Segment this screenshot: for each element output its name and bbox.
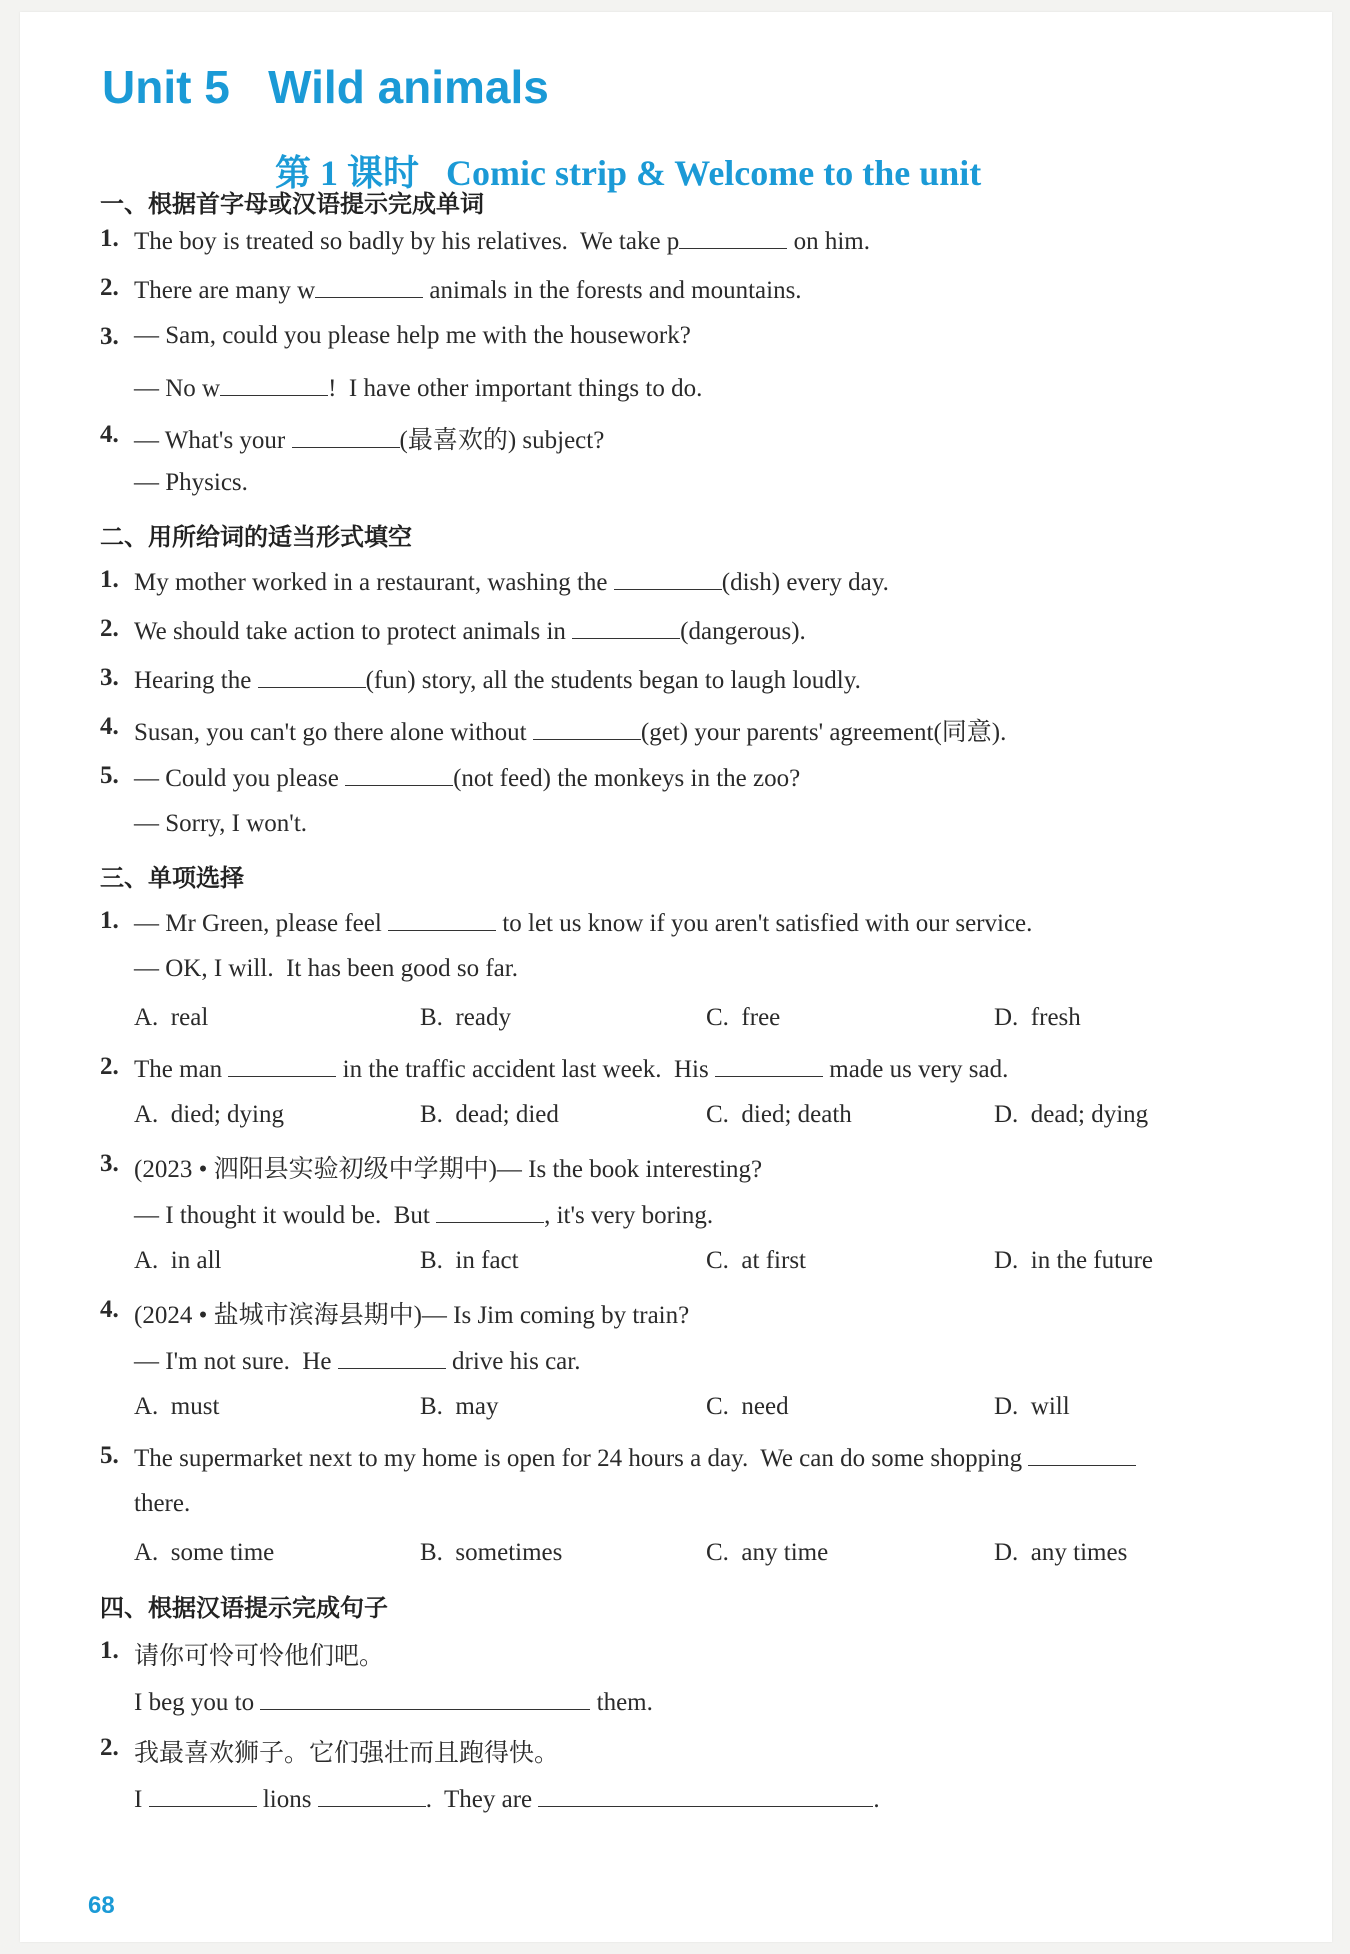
- question-text: [134, 371, 702, 403]
- option-d[interactable]: D. in the future: [994, 1247, 1153, 1274]
- text-segment: — Mr Green, please feel: [134, 910, 389, 937]
- option-c[interactable]: C. need: [706, 1393, 789, 1420]
- answer-blank[interactable]: [679, 224, 787, 249]
- text-segment: The boy is treated so badly by his relatives. We take p: [134, 228, 680, 255]
- option-c[interactable]: C. free: [706, 1004, 781, 1031]
- answer-blank[interactable]: [533, 715, 641, 740]
- text-segment: The man: [134, 1056, 229, 1083]
- text-segment: drive his car.: [445, 1348, 581, 1375]
- question-text: [134, 761, 800, 793]
- question-text: [134, 1052, 1008, 1084]
- option-b[interactable]: B. may: [420, 1393, 499, 1420]
- option-a[interactable]: A. in all: [134, 1247, 222, 1274]
- question-text: (2024 • 盐城市滨海县期中)— Is Jim coming by train?: [134, 1302, 690, 1329]
- option-b[interactable]: B. in fact: [420, 1247, 519, 1274]
- option-c[interactable]: C. died; death: [706, 1101, 852, 1128]
- text-segment: to let us know if you aren't satisfied with our service.: [496, 910, 1033, 937]
- chinese-prompt: 请你可怜可怜他们吧。: [134, 1641, 385, 1670]
- answer-blank[interactable]: [345, 761, 453, 786]
- text-segment: Susan, you can't go there alone without: [134, 719, 533, 746]
- question-text: [134, 663, 861, 695]
- question-text: [134, 224, 870, 256]
- question-text: [134, 1198, 713, 1230]
- option-a[interactable]: A. died; dying: [134, 1101, 284, 1128]
- section-3-heading: 三、单项选择: [100, 864, 244, 892]
- question-number: 5.: [100, 762, 119, 789]
- text-segment: — No w: [134, 375, 221, 402]
- text-segment: on him.: [787, 228, 870, 255]
- chinese-prompt: 我最喜欢狮子。它们强壮而且跑得快。: [134, 1738, 560, 1767]
- text-segment: . They are: [425, 1786, 539, 1813]
- question-number: 2.: [100, 615, 119, 642]
- question-number: 4.: [100, 421, 119, 448]
- text-segment: — I thought it would be. But: [134, 1202, 437, 1229]
- answer-blank[interactable]: [715, 1052, 823, 1077]
- answer-blank[interactable]: [315, 273, 423, 298]
- question-text: [134, 712, 1006, 748]
- text-segment: — Could you please: [134, 765, 346, 792]
- answer-line: — Sorry, I won't.: [134, 810, 308, 837]
- question-text: [134, 565, 889, 597]
- text-segment: The supermarket next to my home is open for 24 hours a day. We can do some shopping: [134, 1445, 1029, 1472]
- question-text: — Sam, could you please help me with the housework?: [134, 322, 691, 349]
- question-text: [134, 1685, 653, 1717]
- text-segment: them.: [590, 1689, 653, 1716]
- question-text: [134, 1441, 1136, 1473]
- question-number: 2.: [100, 1053, 119, 1080]
- question-number: 3.: [100, 664, 119, 691]
- text-segment: I beg you to: [134, 1689, 261, 1716]
- option-d[interactable]: D. dead; dying: [994, 1101, 1149, 1128]
- question-number: 1.: [100, 225, 119, 252]
- option-d[interactable]: D. any times: [994, 1539, 1128, 1566]
- text-segment: animals in the forests and mountains.: [423, 277, 802, 304]
- text-segment: — I'm not sure. He: [134, 1348, 338, 1375]
- answer-blank[interactable]: [614, 565, 722, 590]
- question-text: [134, 420, 604, 456]
- option-a[interactable]: A. must: [134, 1393, 220, 1420]
- text-segment: , it's very boring.: [544, 1202, 714, 1229]
- answer-blank[interactable]: [538, 1782, 873, 1807]
- question-number: 1.: [100, 907, 119, 934]
- question-number: 4.: [100, 713, 119, 740]
- text-segment: (not feed) the monkeys in the zoo?: [453, 765, 801, 792]
- text-segment: (dangerous).: [680, 618, 806, 645]
- unit-title: Unit 5 Wild animals: [102, 61, 549, 113]
- text-segment: (get) your parents' agreement(同意).: [640, 719, 1007, 746]
- answer-blank[interactable]: [1028, 1441, 1136, 1466]
- question-text: there.: [134, 1490, 191, 1517]
- question-number: 3.: [100, 1150, 119, 1177]
- page-number: 68: [88, 1892, 115, 1919]
- text-segment: — What's your: [134, 427, 292, 454]
- section-1-heading: 一、根据首字母或汉语提示完成单词: [100, 190, 484, 218]
- question-text: — OK, I will. It has been good so far.: [134, 955, 518, 982]
- answer-blank[interactable]: [572, 614, 680, 639]
- question-text: [134, 1782, 880, 1814]
- option-c[interactable]: C. at first: [706, 1247, 806, 1274]
- answer-blank[interactable]: [258, 663, 366, 688]
- question-number: 1.: [100, 566, 119, 593]
- option-c[interactable]: C. any time: [706, 1539, 829, 1566]
- option-a[interactable]: A. some time: [134, 1539, 275, 1566]
- question-text: [134, 906, 1032, 938]
- answer-blank[interactable]: [228, 1052, 336, 1077]
- option-b[interactable]: B. ready: [420, 1004, 511, 1031]
- answer-blank[interactable]: [318, 1782, 426, 1807]
- text-segment: (最喜欢的) subject?: [399, 427, 605, 454]
- text-segment: (dish) every day.: [721, 569, 889, 596]
- option-b[interactable]: B. dead; died: [420, 1101, 559, 1128]
- text-segment: lions: [256, 1786, 318, 1813]
- text-segment: (fun) story, all the students began to laugh loudly.: [365, 667, 861, 694]
- text-segment: There are many w: [134, 277, 316, 304]
- text-segment: made us very sad.: [823, 1056, 1009, 1083]
- question-text: [134, 273, 802, 305]
- text-segment: in the traffic accident last week. His: [336, 1056, 715, 1083]
- answer-blank[interactable]: [338, 1344, 446, 1369]
- question-number: 1.: [100, 1637, 119, 1664]
- question-number: 4.: [100, 1296, 119, 1323]
- section-4-heading: 四、根据汉语提示完成句子: [100, 1594, 388, 1622]
- answer-blank[interactable]: [149, 1782, 257, 1807]
- text-segment: We should take action to protect animals in: [134, 618, 573, 645]
- question-text: [134, 614, 806, 646]
- question-number: 2.: [100, 1734, 119, 1761]
- answer-blank[interactable]: [436, 1198, 544, 1223]
- question-number: 2.: [100, 274, 119, 301]
- answer-blank[interactable]: [388, 906, 496, 931]
- question-text: (2023 • 泗阳县实验初级中学期中)— Is the book interesting?: [134, 1156, 763, 1183]
- text-segment: ! I have other important things to do.: [328, 375, 703, 402]
- text-segment: .: [873, 1786, 880, 1813]
- worksheet-page: [20, 12, 1332, 1942]
- option-a[interactable]: A. real: [134, 1004, 209, 1031]
- answer-blank[interactable]: [292, 423, 400, 448]
- answer-blank[interactable]: [220, 371, 328, 396]
- answer-blank[interactable]: [260, 1685, 590, 1710]
- option-d[interactable]: D. will: [994, 1393, 1070, 1420]
- answer-line: — Physics.: [134, 469, 248, 496]
- question-text: [134, 1344, 580, 1376]
- question-number: 3.: [100, 323, 119, 350]
- section-2-heading: 二、用所给词的适当形式填空: [100, 523, 412, 551]
- text-segment: Hearing the: [134, 667, 258, 694]
- question-number: 5.: [100, 1442, 119, 1469]
- text-segment: My mother worked in a restaurant, washing the: [134, 569, 614, 596]
- lesson-title: 第 1 课时 Comic strip & Welcome to the unit: [275, 153, 982, 193]
- text-segment: I: [134, 1786, 149, 1813]
- option-b[interactable]: B. sometimes: [420, 1539, 563, 1566]
- option-d[interactable]: D. fresh: [994, 1004, 1081, 1031]
